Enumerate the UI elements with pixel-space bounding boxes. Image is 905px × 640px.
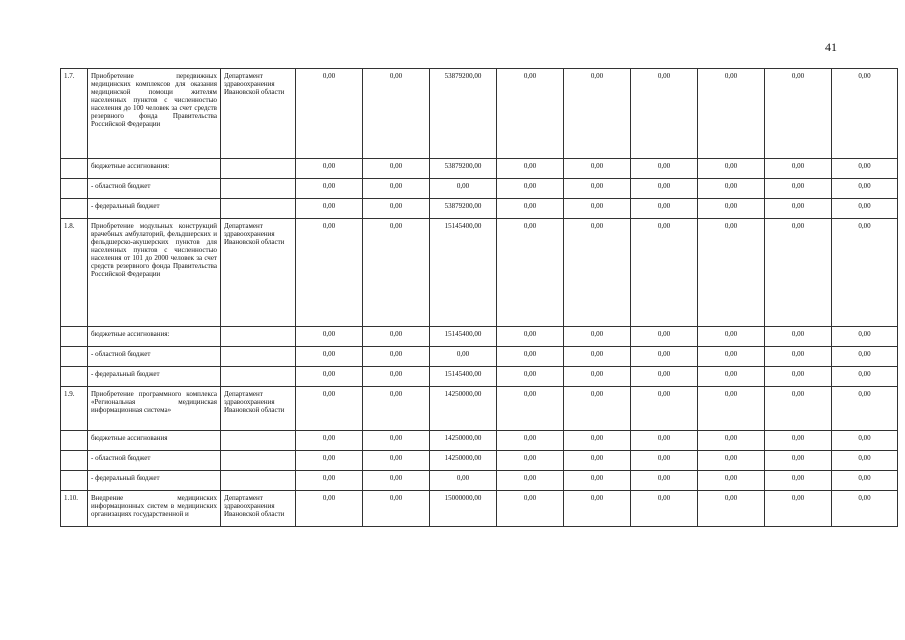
value-cell: 0,00 [296, 199, 363, 219]
value-cell: 0,00 [832, 471, 898, 491]
value-cell: 0,00 [363, 69, 430, 159]
table-row-subtotal [61, 347, 898, 367]
value-cell: 53879200,00 [430, 69, 497, 159]
value-cell: 0,00 [363, 387, 430, 431]
value-cell: 15145400,00 [430, 367, 497, 387]
value-cell: 0,00 [765, 219, 832, 327]
value-cell: 0,00 [631, 431, 698, 451]
empty-cell [221, 347, 296, 367]
budget-line-label: - федеральный бюджет [88, 367, 221, 387]
value-cell: 0,00 [832, 159, 898, 179]
empty-cell [61, 451, 88, 471]
empty-cell [221, 431, 296, 451]
value-cell: 0,00 [631, 347, 698, 367]
table-row-item [61, 219, 898, 327]
value-cell: 0,00 [564, 219, 631, 327]
empty-cell [221, 327, 296, 347]
empty-cell [221, 367, 296, 387]
value-cell: 0,00 [765, 327, 832, 347]
value-cell: 53879200,00 [430, 159, 497, 179]
value-cell: 0,00 [564, 367, 631, 387]
value-cell: 0,00 [765, 471, 832, 491]
item-description: Внедрение медицинских информационных систем в медицинских организациях государственной и [88, 491, 221, 527]
value-cell: 0,00 [564, 199, 631, 219]
value-cell: 0,00 [363, 367, 430, 387]
value-cell: 0,00 [832, 431, 898, 451]
value-cell: 0,00 [296, 451, 363, 471]
value-cell: 0,00 [631, 471, 698, 491]
budget-line-label: бюджетные ассигнования [88, 431, 221, 451]
value-cell: 0,00 [296, 347, 363, 367]
value-cell: 0,00 [497, 219, 564, 327]
empty-cell [221, 159, 296, 179]
item-description: Приобретение программного комплекса «Региональная медицинская информационная система» [88, 387, 221, 431]
table-row-subtotal [61, 367, 898, 387]
value-cell: 0,00 [564, 431, 631, 451]
value-cell: 0,00 [564, 327, 631, 347]
value-cell: 0,00 [296, 367, 363, 387]
value-cell: 0,00 [765, 159, 832, 179]
value-cell: 0,00 [497, 199, 564, 219]
value-cell: 0,00 [631, 179, 698, 199]
table-row-subtotal [61, 451, 898, 471]
table-body [61, 69, 898, 527]
empty-cell [61, 327, 88, 347]
value-cell: 0,00 [430, 471, 497, 491]
value-cell: 0,00 [497, 69, 564, 159]
value-cell: 0,00 [631, 199, 698, 219]
item-index: 1.7. [61, 69, 88, 159]
value-cell: 0,00 [296, 431, 363, 451]
value-cell: 0,00 [765, 179, 832, 199]
item-index: 1.9. [61, 387, 88, 431]
value-cell: 0,00 [363, 159, 430, 179]
budget-line-label: бюджетные ассигнования: [88, 327, 221, 347]
table-row-subtotal [61, 159, 898, 179]
value-cell: 0,00 [564, 491, 631, 527]
value-cell: 0,00 [564, 471, 631, 491]
budget-table [60, 68, 898, 527]
value-cell: 0,00 [363, 219, 430, 327]
value-cell: 0,00 [296, 491, 363, 527]
value-cell: 0,00 [765, 387, 832, 431]
value-cell: 14250000,00 [430, 387, 497, 431]
empty-cell [221, 179, 296, 199]
value-cell: 0,00 [564, 159, 631, 179]
value-cell: 0,00 [497, 491, 564, 527]
value-cell: 0,00 [631, 159, 698, 179]
item-department: Департамент здравоохранения Ивановской области [221, 491, 296, 527]
value-cell: 0,00 [832, 327, 898, 347]
value-cell: 0,00 [698, 491, 765, 527]
value-cell: 0,00 [363, 327, 430, 347]
value-cell: 0,00 [698, 431, 765, 451]
value-cell: 0,00 [631, 69, 698, 159]
value-cell: 0,00 [631, 451, 698, 471]
value-cell: 14250000,00 [430, 451, 497, 471]
value-cell: 0,00 [832, 491, 898, 527]
value-cell: 0,00 [497, 451, 564, 471]
item-index: 1.10. [61, 491, 88, 527]
value-cell: 0,00 [765, 347, 832, 367]
budget-line-label: - федеральный бюджет [88, 471, 221, 491]
value-cell: 0,00 [363, 451, 430, 471]
value-cell: 0,00 [698, 451, 765, 471]
item-index: 1.8. [61, 219, 88, 327]
value-cell: 0,00 [631, 491, 698, 527]
value-cell: 0,00 [363, 199, 430, 219]
value-cell: 0,00 [765, 199, 832, 219]
value-cell: 53879200,00 [430, 199, 497, 219]
budget-line-label: бюджетные ассигнования: [88, 159, 221, 179]
table-row-item [61, 387, 898, 431]
value-cell: 0,00 [497, 387, 564, 431]
value-cell: 0,00 [698, 367, 765, 387]
empty-cell [61, 159, 88, 179]
value-cell: 0,00 [363, 431, 430, 451]
table-row-subtotal [61, 471, 898, 491]
value-cell: 0,00 [765, 431, 832, 451]
value-cell: 0,00 [631, 327, 698, 347]
value-cell: 0,00 [430, 347, 497, 367]
page-number: 41 [825, 40, 837, 54]
value-cell: 0,00 [296, 471, 363, 491]
value-cell: 0,00 [497, 347, 564, 367]
value-cell: 0,00 [296, 159, 363, 179]
value-cell: 0,00 [497, 179, 564, 199]
value-cell: 0,00 [296, 69, 363, 159]
value-cell: 0,00 [497, 159, 564, 179]
value-cell: 0,00 [698, 387, 765, 431]
value-cell: 0,00 [363, 471, 430, 491]
item-description: Приобретение передвижных медицинских комплексов для оказания медицинской помощи жителям населенных пунктов с численностью населения до 100 человек за счет средств резервного фонда Правительства Российской Федерации [88, 69, 221, 159]
table-row-subtotal [61, 431, 898, 451]
empty-cell [61, 179, 88, 199]
value-cell: 15145400,00 [430, 219, 497, 327]
value-cell: 0,00 [832, 69, 898, 159]
value-cell: 0,00 [296, 327, 363, 347]
value-cell: 0,00 [363, 179, 430, 199]
item-department: Департамент здравоохранения Ивановской области [221, 219, 296, 327]
value-cell: 0,00 [497, 367, 564, 387]
value-cell: 0,00 [296, 219, 363, 327]
value-cell: 0,00 [765, 451, 832, 471]
budget-line-label: - федеральный бюджет [88, 199, 221, 219]
value-cell: 0,00 [698, 179, 765, 199]
table-row-subtotal [61, 199, 898, 219]
value-cell: 15145400,00 [430, 327, 497, 347]
item-description: Приобретение модульных конструкций врачебных амбулаторий, фельдшерских и фельдшерско-акушерских пунктов для населенных пунктов с численностью населения от 101 до 2000 человек за счет средств резервного фонда Правительства Российской Федерации [88, 219, 221, 327]
value-cell: 0,00 [698, 199, 765, 219]
value-cell: 0,00 [564, 387, 631, 431]
empty-cell [61, 367, 88, 387]
value-cell: 0,00 [631, 367, 698, 387]
value-cell: 0,00 [832, 387, 898, 431]
value-cell: 0,00 [832, 367, 898, 387]
empty-cell [61, 347, 88, 367]
value-cell: 0,00 [698, 347, 765, 367]
value-cell: 0,00 [296, 387, 363, 431]
value-cell: 0,00 [564, 179, 631, 199]
value-cell: 0,00 [296, 179, 363, 199]
budget-line-label: - областной бюджет [88, 179, 221, 199]
value-cell: 0,00 [564, 347, 631, 367]
value-cell: 0,00 [698, 327, 765, 347]
value-cell: 15000000,00 [430, 491, 497, 527]
value-cell: 0,00 [497, 471, 564, 491]
value-cell: 0,00 [698, 159, 765, 179]
value-cell: 0,00 [765, 367, 832, 387]
value-cell: 14250000,00 [430, 431, 497, 451]
empty-cell [61, 471, 88, 491]
value-cell: 0,00 [765, 491, 832, 527]
value-cell: 0,00 [698, 69, 765, 159]
value-cell: 0,00 [832, 199, 898, 219]
value-cell: 0,00 [698, 219, 765, 327]
budget-line-label: - областной бюджет [88, 451, 221, 471]
value-cell: 0,00 [832, 451, 898, 471]
value-cell: 0,00 [497, 431, 564, 451]
value-cell: 0,00 [832, 219, 898, 327]
value-cell: 0,00 [631, 219, 698, 327]
table-row-item [61, 69, 898, 159]
value-cell: 0,00 [765, 69, 832, 159]
empty-cell [221, 471, 296, 491]
value-cell: 0,00 [698, 471, 765, 491]
value-cell: 0,00 [430, 179, 497, 199]
item-department: Департамент здравоохранения Ивановской области [221, 69, 296, 159]
table-row-subtotal [61, 327, 898, 347]
value-cell: 0,00 [497, 327, 564, 347]
budget-line-label: - областной бюджет [88, 347, 221, 367]
value-cell: 0,00 [363, 491, 430, 527]
value-cell: 0,00 [564, 451, 631, 471]
value-cell: 0,00 [631, 387, 698, 431]
table-row-item [61, 491, 898, 527]
empty-cell [221, 199, 296, 219]
empty-cell [61, 199, 88, 219]
empty-cell [221, 451, 296, 471]
value-cell: 0,00 [832, 347, 898, 367]
value-cell: 0,00 [363, 347, 430, 367]
value-cell: 0,00 [564, 69, 631, 159]
table-row-subtotal [61, 179, 898, 199]
value-cell: 0,00 [832, 179, 898, 199]
empty-cell [61, 431, 88, 451]
item-department: Департамент здравоохранения Ивановской области [221, 387, 296, 431]
